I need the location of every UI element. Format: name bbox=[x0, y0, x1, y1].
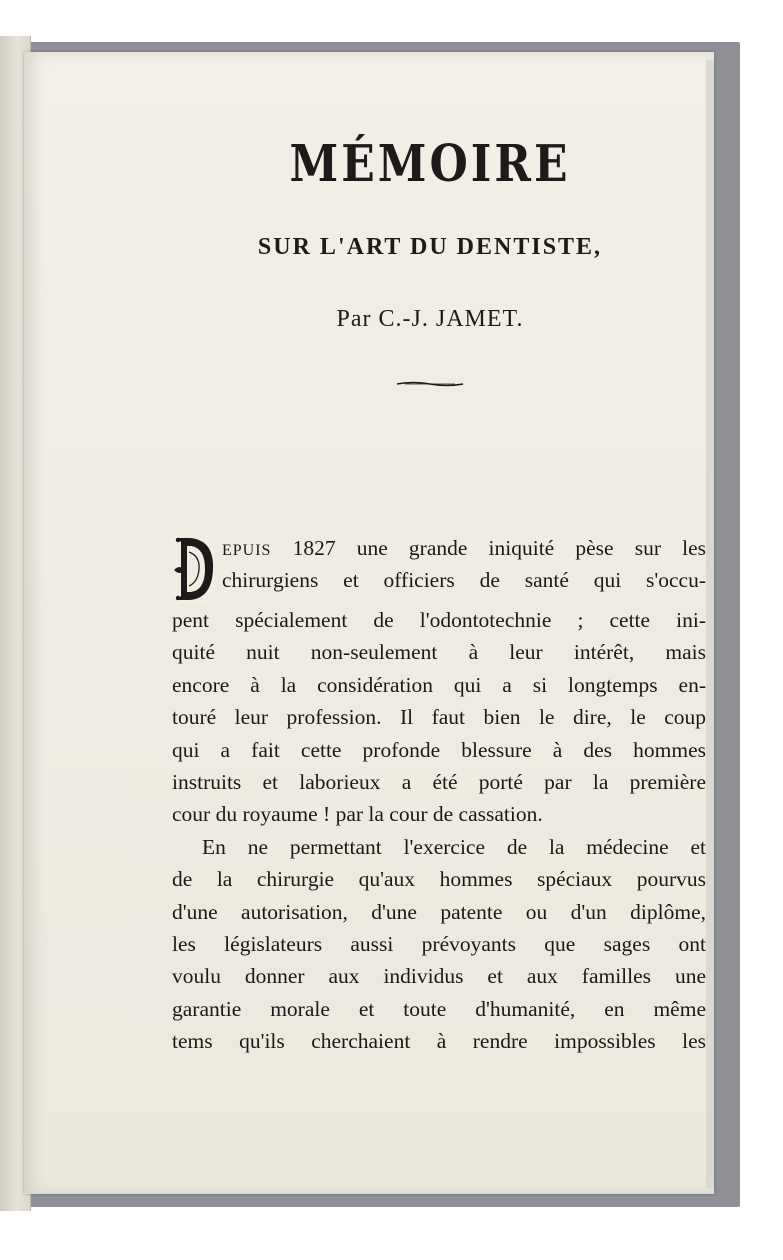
text-line-2: chirurgiens et officiers de santé qui s'occu- bbox=[222, 568, 706, 593]
ornamental-rule bbox=[395, 380, 465, 388]
text-line-14: voulu donner aux individus et aux familles une bbox=[172, 964, 706, 989]
text-line-11: de la chirurgie qu'aux hommes spéciaux pourvus bbox=[172, 867, 706, 892]
text-line-12: d'une autorisation, d'une patente ou d'un diplôme, bbox=[172, 899, 706, 924]
text-line-7: qui a fait cette profonde blessure à des hommes bbox=[172, 737, 706, 762]
text-line-5: encore à la considération qui a si longtemps en- bbox=[172, 672, 706, 697]
text-line-4: quité nuit non-seulement à leur intérêt, mais bbox=[172, 640, 706, 665]
first-word: EPUIS bbox=[222, 542, 272, 559]
author-line bbox=[150, 304, 710, 334]
text-line-10: En ne permettant l'exercice de la médecine et bbox=[202, 834, 706, 859]
text-line-13: les législateurs aussi prévoyants que sages ont bbox=[172, 931, 706, 956]
text-line-16: tems qu'ils cherchaient à rendre impossibles les bbox=[172, 1029, 706, 1054]
text-line-6: touré leur profession. Il faut bien le dire, le coup bbox=[172, 705, 706, 730]
title-block bbox=[150, 135, 710, 388]
first-line-rest: 1827 une grande iniquité pèse sur les bbox=[271, 536, 706, 560]
text-line-1 bbox=[172, 532, 706, 564]
page-subtitle: SUR L'ART DU DENTISTE, bbox=[257, 234, 603, 260]
decorative-initial-d bbox=[172, 534, 216, 604]
body-text bbox=[172, 532, 706, 1057]
author-name: C.-J. JAMET. bbox=[378, 306, 524, 332]
text-line-3: pent spécialement de l'odontotechnie ; cette ini- bbox=[172, 608, 706, 632]
text-line-8: instruits et laborieux a été porté par la première bbox=[172, 769, 706, 794]
text-line-9: cour du royaume ! par la cour de cassation. bbox=[172, 802, 543, 827]
author-prefix: Par bbox=[336, 306, 372, 332]
page-title: MÉMOIRE bbox=[289, 135, 571, 194]
text-line-15: garantie morale et toute d'humanité, en même bbox=[172, 996, 706, 1021]
